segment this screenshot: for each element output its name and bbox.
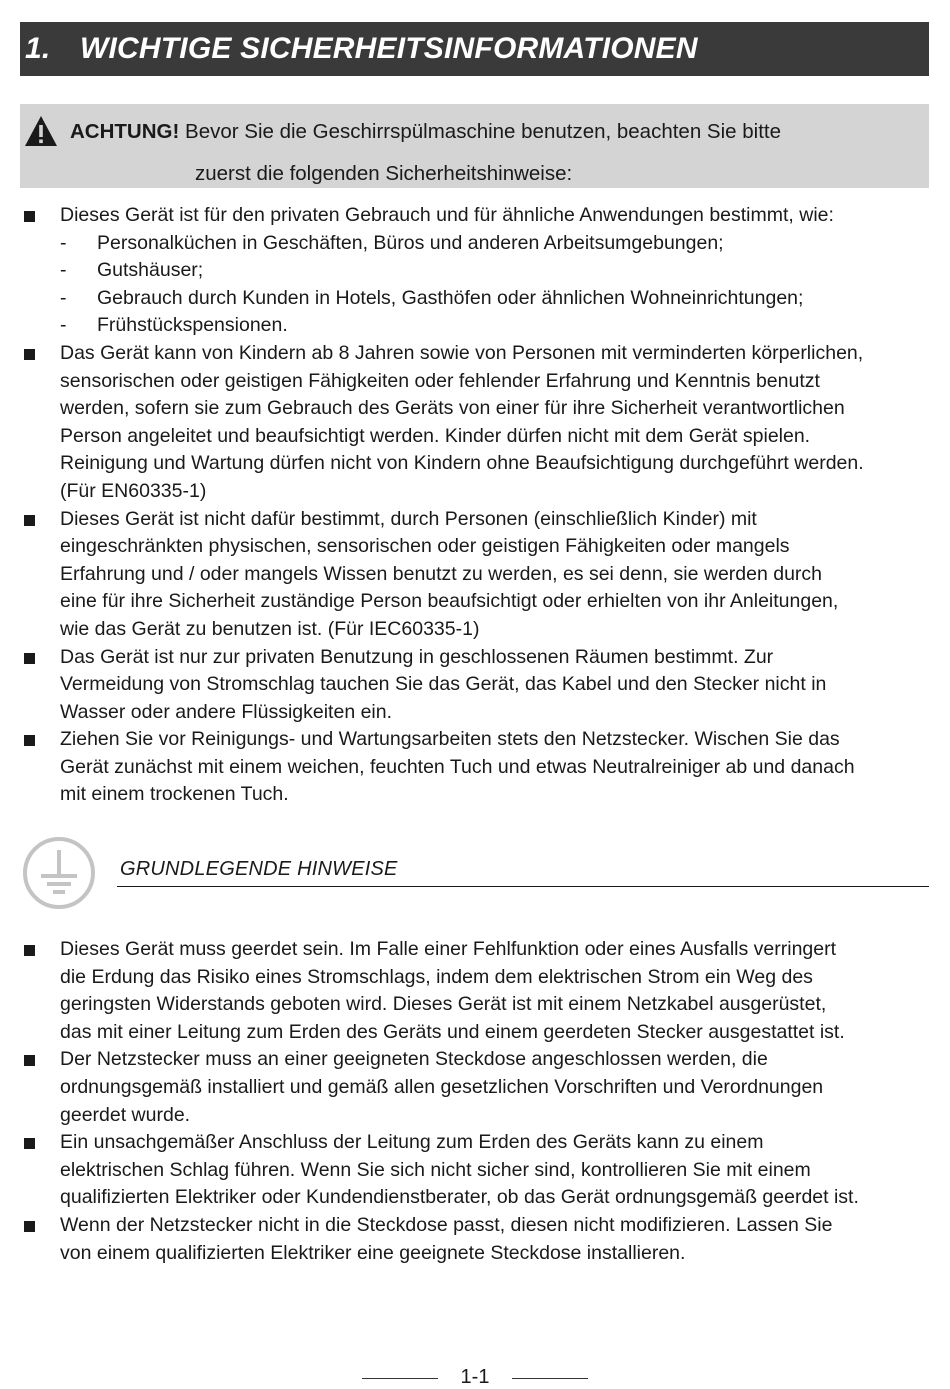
warning-text: Bevor Sie die Geschirrspülmaschine benutzen, beachten Sie bitte <box>179 120 782 143</box>
sub-list-item <box>60 257 950 285</box>
list-item-text: elektrischen Schlag führen. Wenn Sie sich nicht sicher sind, kontrollieren Sie mit einem <box>60 1158 811 1181</box>
dash-marker: - <box>60 231 67 254</box>
list-item <box>0 340 950 506</box>
list-item-text: Reinigung und Wartung dürfen nicht von Kindern ohne Beaufsichtigung durchgeführt werden. <box>60 452 864 475</box>
square-bullet-icon <box>24 735 35 746</box>
sub-list-item-text: Personalküchen in Geschäften, Büros und anderen Arbeitsumgebungen; <box>97 231 724 254</box>
list-item-text: eingeschränkten physischen, sensorischen oder geistigen Fähigkeiten oder mangels <box>60 535 790 558</box>
square-bullet-icon <box>24 1221 35 1232</box>
list-item-text: Der Netzstecker muss an einer geeigneten Steckdose angeschlossen werden, die <box>60 1048 768 1071</box>
list-item-text: von einem qualifizierten Elektriker eine geeignete Steckdose installieren. <box>60 1241 686 1264</box>
safety-list <box>0 202 950 809</box>
list-item <box>0 1129 950 1212</box>
list-item-text: geerdet wurde. <box>60 1103 191 1126</box>
list-item-text: Wenn der Netzstecker nicht in die Steckdose passt, diesen nicht modifizieren. Lassen Sie <box>60 1213 833 1236</box>
square-bullet-icon <box>24 1138 35 1149</box>
list-item <box>0 644 950 727</box>
list-item-text: Dieses Gerät ist für den privaten Gebrauch und für ähnliche Anwendungen bestimmt, wie: <box>60 204 834 226</box>
square-bullet-icon <box>24 515 35 526</box>
sub-list-item <box>60 230 950 258</box>
list-item-text: Person angeleitet und beaufsichtigt werden. Kinder dürfen nicht mit dem Gerät spielen. <box>60 424 811 447</box>
list-item <box>0 202 950 340</box>
sub-list-item-text: Frühstückspensionen. <box>97 314 288 337</box>
footer-rule-right <box>512 1378 588 1379</box>
sub-list-item <box>60 312 950 340</box>
square-bullet-icon <box>24 945 35 956</box>
list-item <box>0 1212 950 1267</box>
sub-list-item-text: Gebrauch durch Kunden in Hotels, Gasthöfen oder ähnlichen Wohneinrichtungen; <box>97 286 804 309</box>
dash-marker: - <box>60 314 67 337</box>
list-item-text: Vermeidung von Stromschlag tauchen Sie das Gerät, das Kabel und den Stecker nicht in <box>60 673 827 696</box>
list-item-text: Wasser oder andere Flüssigkeiten ein. <box>60 700 393 723</box>
list-item-text: mit einem trockenen Tuch. <box>60 783 289 806</box>
list-item-text: Das Gerät kann von Kindern ab 8 Jahren sowie von Personen mit verminderten körperlichen, <box>60 341 864 364</box>
list-item-text: Dieses Gerät ist nicht dafür bestimmt, durch Personen (einschließlich Kinder) mit <box>60 507 757 530</box>
warning-triangle-icon <box>24 114 58 148</box>
list-item-text: das mit einer Leitung zum Erden des Geräts und einem geerdeten Stecker ausgestattet ist. <box>60 1020 845 1043</box>
list-item <box>0 936 950 1046</box>
warning-text-line1 <box>70 120 781 144</box>
list-item-text: (Für EN60335-1) <box>60 479 207 502</box>
list-item-text: die Erdung das Risiko eines Stromschlags, indem dem elektrischen Strom ein Weg des <box>60 965 813 988</box>
square-bullet-icon <box>24 211 35 222</box>
sub-list-item-text: Gutshäuser; <box>97 259 204 282</box>
list-item <box>0 726 950 809</box>
ground-symbol-icon <box>22 836 96 910</box>
section-number: 1. <box>25 32 51 65</box>
warning-box <box>20 104 929 188</box>
list-item-text: Gerät zunächst mit einem weichen, feuchten Tuch und etwas Neutralreiniger ab und danach <box>60 755 855 778</box>
list-item-text: sensorischen oder geistigen Fähigkeiten oder fehlender Erfahrung und Kenntnis benutzt <box>60 369 820 392</box>
square-bullet-icon <box>24 349 35 360</box>
list-item <box>0 506 950 644</box>
warning-label: ACHTUNG! <box>70 120 180 143</box>
list-item-text: geringsten Widerstands geboten wird. Dieses Gerät ist mit einem Netzkabel ausgerüstet, <box>60 993 827 1016</box>
list-item-text: eine für ihre Sicherheit zuständige Person beaufsichtigt oder erhielten von ihr Anleitungen, <box>60 590 839 613</box>
list-item-text: Dieses Gerät muss geerdet sein. Im Falle einer Fehlfunktion oder eines Ausfalls verringert <box>60 938 837 960</box>
list-item <box>0 1046 950 1129</box>
section-title-bar <box>20 22 929 76</box>
list-item-text: werden, sofern sie zum Gebrauch des Geräts von einer für ihre Sicherheit verantwortlichen <box>60 397 845 420</box>
list-item-text: Ein unsachgemäßer Anschluss der Leitung zum Erden des Geräts kann zu einem <box>60 1131 764 1154</box>
list-item-text: qualifizierten Elektriker oder Kundendienstberater, ob das Gerät ordnungsgemäß geerdet ist. <box>60 1186 859 1209</box>
grounding-list <box>0 936 950 1267</box>
section-rule <box>117 886 929 887</box>
list-item-text: Ziehen Sie vor Reinigungs- und Wartungsarbeiten stets den Netzstecker. Wischen Sie das <box>60 728 840 751</box>
list-item-text: Erfahrung und / oder mangels Wissen benutzt zu werden, es sei denn, sie werden durch <box>60 562 823 585</box>
section-heading: GRUNDLEGENDE HINWEISE <box>120 858 398 880</box>
square-bullet-icon <box>24 1055 35 1066</box>
warning-text-line2: zuerst die folgenden Sicherheitshinweise: <box>195 162 573 185</box>
list-item-text: Das Gerät ist nur zur privaten Benutzung in geschlossenen Räumen bestimmt. Zur <box>60 645 774 668</box>
sub-list-item <box>60 285 950 313</box>
page-number: 1-1 <box>460 1366 490 1388</box>
footer-rule-left <box>362 1378 438 1379</box>
list-item-text: ordnungsgemäß installiert und gemäß allen gesetzlichen Vorschriften und Verordnungen <box>60 1075 824 1098</box>
list-item-text: wie das Gerät zu benutzen ist. (Für IEC60335-1) <box>60 617 480 640</box>
dash-marker: - <box>60 286 67 309</box>
dash-marker: - <box>60 259 67 282</box>
square-bullet-icon <box>24 653 35 664</box>
section-title: WICHTIGE SICHERHEITSINFORMATIONEN <box>80 32 698 65</box>
